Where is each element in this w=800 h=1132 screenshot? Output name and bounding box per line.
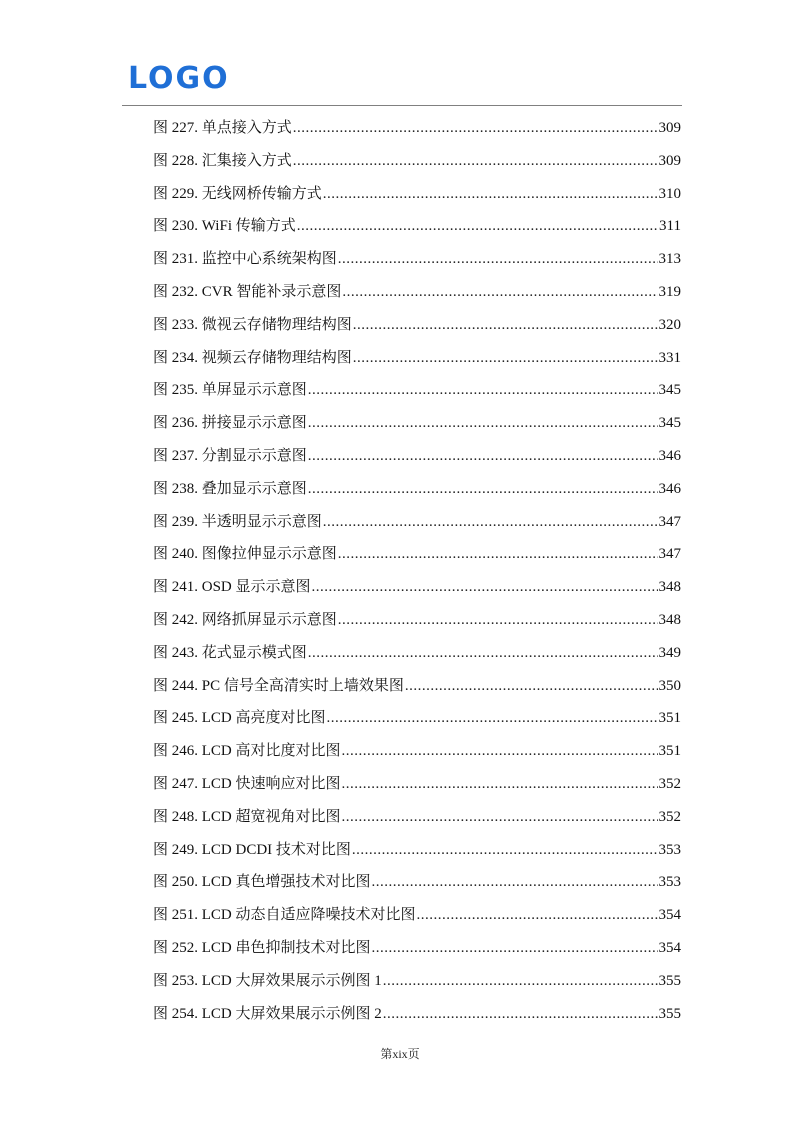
toc-entry-label: 图 243. 花式显示模式图 [153,644,307,661]
dot-leader [323,178,658,211]
dot-leader [342,735,658,768]
toc-entry-label: 图 252. LCD 串色抑制技术对比图 [153,939,371,956]
toc-entry-label: 图 237. 分割显示示意图 [153,447,307,464]
toc-entry-label: 图 239. 半透明显示示意图 [153,513,322,530]
toc-entry[interactable] [153,473,681,506]
dot-leader [405,670,658,703]
toc-entry[interactable] [153,932,681,965]
toc-entry-label: 图 230. WiFi 传输方式 [153,218,296,235]
toc-entry-page: 354 [658,907,681,924]
toc-entry-page: 309 [658,152,681,169]
toc-entry-page: 319 [658,283,681,300]
dot-leader [297,210,658,243]
dot-leader [308,440,658,473]
toc-entry-page: 313 [658,251,681,268]
toc-entry[interactable] [153,506,681,539]
dot-leader [342,276,657,309]
toc-entry-label: 图 234. 视频云存储物理结构图 [153,349,352,366]
toc-entry-label: 图 241. OSD 显示示意图 [153,579,311,596]
dot-leader [372,866,658,899]
toc-entry-page: 348 [658,579,681,596]
toc-entry-label: 图 235. 单屏显示示意图 [153,382,307,399]
toc-entry[interactable] [153,604,681,637]
dot-leader [352,834,658,867]
dot-leader [308,637,658,670]
toc-entry-page: 345 [658,382,681,399]
toc-entry-page: 311 [659,218,681,235]
toc-entry[interactable] [153,374,681,407]
toc-entry-page: 346 [658,480,681,497]
toc-entry-page: 351 [658,743,681,760]
dot-leader [338,604,658,637]
toc-entry-page: 353 [658,874,681,891]
toc-entry[interactable] [153,899,681,932]
toc-entry[interactable] [153,834,681,867]
toc-entry-label: 图 238. 叠加显示示意图 [153,480,307,497]
toc-entry-label: 图 253. LCD 大屏效果展示示例图 1 [153,972,382,989]
toc-entry[interactable] [153,276,681,309]
dot-leader [308,374,658,407]
toc-entry-label: 图 248. LCD 超宽视角对比图 [153,808,341,825]
toc-entry-label: 图 244. PC 信号全高清实时上墙效果图 [153,677,404,694]
toc-entry-page: 350 [658,677,681,694]
dot-leader [293,112,658,145]
toc-entry-page: 352 [658,775,681,792]
toc-entry[interactable] [153,866,681,899]
toc-entry-label: 图 246. LCD 高对比度对比图 [153,743,341,760]
toc-entry-label: 图 251. LCD 动态自适应降噪技术对比图 [153,907,416,924]
dot-leader [353,342,658,375]
toc-entry-page: 348 [658,611,681,628]
toc-entry[interactable] [153,965,681,998]
toc-entry[interactable] [153,538,681,571]
toc-entry-label: 图 228. 汇集接入方式 [153,152,292,169]
toc-entry[interactable] [153,801,681,834]
toc-entry-page: 355 [658,1005,681,1022]
dot-leader [308,473,658,506]
dot-leader [342,801,658,834]
toc-entry[interactable] [153,637,681,670]
dot-leader [353,309,658,342]
toc-entry-label: 图 233. 微视云存储物理结构图 [153,316,352,333]
header-divider [122,105,682,106]
toc-entry-page: 310 [658,185,681,202]
dot-leader [383,965,658,998]
toc-entry[interactable] [153,407,681,440]
toc-entry[interactable] [153,702,681,735]
toc-entry-page: 349 [658,644,681,661]
toc-entry[interactable] [153,440,681,473]
toc-entry[interactable] [153,342,681,375]
dot-leader [308,407,658,440]
toc-entry[interactable] [153,768,681,801]
toc-entry-label: 图 245. LCD 高亮度对比图 [153,710,326,727]
logo: LOGO [128,61,230,96]
dot-leader [312,571,658,604]
toc-entry-label: 图 236. 拼接显示示意图 [153,415,307,432]
toc-entry[interactable] [153,571,681,604]
toc-entry-page: 351 [658,710,681,727]
toc-entry[interactable] [153,309,681,342]
toc-entry[interactable] [153,735,681,768]
toc-entry-page: 347 [658,546,681,563]
toc-entry-page: 309 [658,120,681,136]
toc-entry-page: 345 [658,415,681,432]
toc-entry-label: 图 227. 单点接入方式 [153,120,292,136]
toc-entry[interactable] [153,178,681,211]
toc-entry-page: 331 [658,349,681,366]
toc-entry-label: 图 240. 图像拉伸显示示意图 [153,546,337,563]
toc-entry-label: 图 247. LCD 快速响应对比图 [153,775,341,792]
toc-entry-label: 图 250. LCD 真色增强技术对比图 [153,874,371,891]
toc-entry-label: 图 249. LCD DCDI 技术对比图 [153,841,351,858]
toc-entry[interactable] [153,243,681,276]
toc-entry-page: 354 [658,939,681,956]
toc-entry[interactable] [153,210,681,243]
table-of-figures [153,112,681,1030]
toc-entry-page: 353 [658,841,681,858]
toc-entry-page: 355 [658,972,681,989]
dot-leader [327,702,658,735]
toc-entry-label: 图 229. 无线网桥传输方式 [153,185,322,202]
toc-entry-label: 图 232. CVR 智能补录示意图 [153,283,342,300]
toc-entry-page: 352 [658,808,681,825]
dot-leader [372,932,658,965]
dot-leader [323,506,658,539]
dot-leader [417,899,658,932]
toc-entry[interactable] [153,670,681,703]
toc-entry[interactable] [153,998,681,1031]
toc-entry-label: 图 254. LCD 大屏效果展示示例图 2 [153,1005,382,1022]
toc-entry-page: 347 [658,513,681,530]
dot-leader [338,243,658,276]
toc-entry-label: 图 242. 网络抓屏显示示意图 [153,611,337,628]
toc-entry-page: 320 [658,316,681,333]
dot-leader [338,538,658,571]
page-number: 第xix页 [380,1047,420,1061]
toc-entry[interactable] [153,145,681,178]
dot-leader [342,768,658,801]
toc-entry-label: 图 231. 监控中心系统架构图 [153,251,337,268]
toc-entry[interactable] [153,112,681,145]
dot-leader [383,998,658,1031]
dot-leader [293,145,658,178]
toc-entry-page: 346 [658,447,681,464]
